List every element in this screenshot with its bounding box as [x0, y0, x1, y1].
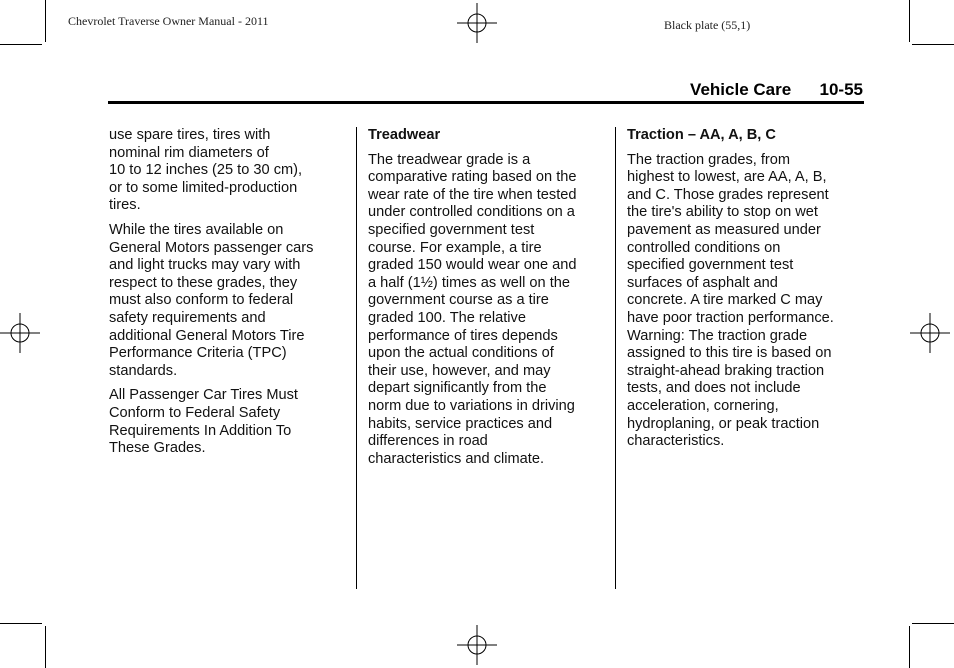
text-column-1: [109, 127, 347, 465]
crop-mark-bottom-left-v: [45, 626, 46, 668]
crop-mark-bottom-right-v: [909, 626, 910, 668]
crop-mark-bottom-left-h: [0, 623, 42, 624]
page-number: 10-55: [819, 80, 863, 99]
crop-mark-top-left-v: [45, 0, 46, 42]
crop-mark-top-left-h: [0, 44, 42, 45]
text-column-2: [368, 127, 606, 475]
column-divider: [615, 127, 616, 589]
header-rule: [108, 101, 864, 104]
column-divider: [356, 127, 357, 589]
section-header: [690, 80, 863, 100]
crop-mark-top-right-h: [912, 44, 954, 45]
registration-mark-left-icon: [0, 313, 40, 353]
registration-mark-right-icon: [910, 313, 950, 353]
paragraph: The treadwear grade is a comparative rating based on the wear rate of the tire when tested under controlled conditions on a specified government test course. For example, a tire graded 150 would wear one and a half (1½) times as well on the government course as a tire graded 100. The relative performance of tires depends upon the actual conditions of their use, however, and may depart significantly from the norm due to variations in driving habits, service practices and differences in road characteristics and climate.: [368, 151, 577, 467]
running-header-plate: Black plate (55,1): [664, 18, 751, 32]
paragraph: The traction grades, from highest to lowest, are AA, A, B, and C. Those grades represent the tire's ability to stop on wet pavement as measured under controlled conditions on specified government test surfaces of asphalt and concrete. A tire marked C may have poor traction performance. Warning: The traction grade assigned to this tire is based on straight-ahead braking traction tests, and does not include acceleration, cornering, hydroplaning, or peak traction characteristics.: [627, 151, 834, 450]
registration-mark-top-icon: [457, 3, 497, 43]
treadwear-heading: Treadwear: [368, 127, 441, 143]
paragraph: All Passenger Car Tires Must Conform to Federal Safety Requirements In Addition To These Grades.: [109, 387, 298, 457]
paragraph: use spare tires, tires with nominal rim diameters of 10 to 12 inches (25 to 30 cm), or to some limited-production tires.: [109, 127, 303, 214]
traction-heading: Traction – AA, A, B, C: [627, 127, 776, 143]
crop-mark-top-right-v: [909, 0, 910, 42]
crop-mark-bottom-right-h: [912, 623, 954, 624]
registration-mark-bottom-icon: [457, 625, 497, 665]
running-header-title: Chevrolet Traverse Owner Manual - 2011: [68, 14, 269, 28]
text-column-3: [627, 127, 865, 458]
section-title: Vehicle Care: [690, 80, 792, 99]
paragraph: While the tires available on General Motors passenger cars and light trucks may vary with respect to these grades, they must also conform to federal safety requirements and additional General Motors Tire Performance Criteria (TPC) standards.: [109, 221, 314, 379]
